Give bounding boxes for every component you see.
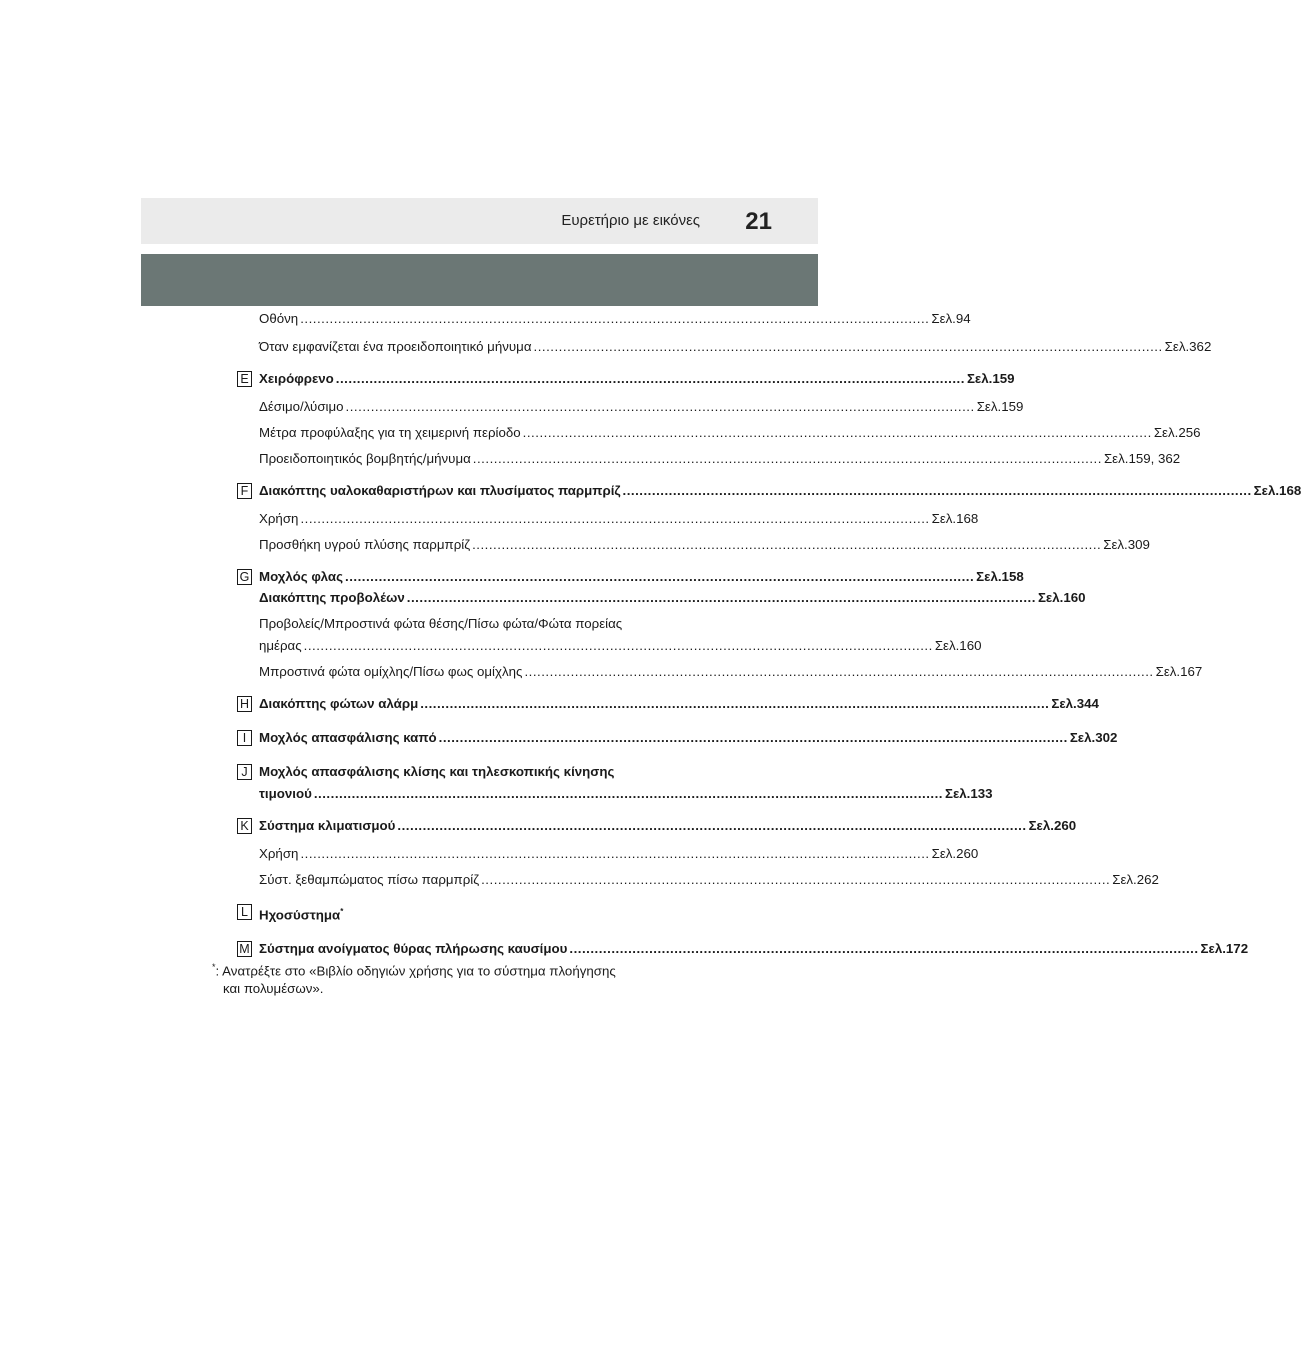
entry-label: Διακόπτης φώτων αλάρμ <box>259 696 419 711</box>
dot-leader: ...................................................................................................................................................... <box>300 511 930 526</box>
index-entry <box>228 311 971 327</box>
page-ref[interactable]: Σελ.362 <box>1164 339 1212 354</box>
entry-label: τιμονιού <box>259 786 312 801</box>
dot-leader: ...................................................................................................................................................... <box>345 569 975 584</box>
index-entry <box>228 846 979 862</box>
dot-leader: ...................................................................................................................................................... <box>406 590 1036 605</box>
index-entry <box>228 872 1159 888</box>
illustration-banner <box>141 254 818 306</box>
entry-label: Μοχλός απασφάλισης καπό <box>259 730 437 745</box>
entry-label: Μπροστινά φώτα ομίχλης/Πίσω φως ομίχλης <box>259 664 523 679</box>
entry-label: Χειρόφρενο <box>259 371 334 386</box>
entry-label: Χρήση <box>259 846 299 861</box>
page-ref[interactable]: Σελ.302 <box>1069 730 1118 745</box>
dot-leader: ...................................................................................................................................................... <box>313 786 943 801</box>
page-ref[interactable]: Σελ.262 <box>1112 872 1159 887</box>
page-ref[interactable]: Σελ.168 <box>1253 483 1301 498</box>
dot-leader: ...................................................................................................................................................... <box>438 730 1068 745</box>
entry-label: Σύστ. ξεθαμπώματος πίσω παρμπρίζ <box>259 872 480 887</box>
dot-leader: ...................................................................................................................................................... <box>300 311 930 326</box>
dot-leader: ...................................................................................................................................................... <box>533 339 1163 354</box>
index-entry-main <box>228 696 1099 712</box>
callout-letter-box: K <box>237 818 252 834</box>
page-ref[interactable]: Σελ.160 <box>934 638 982 653</box>
entry-label: Διακόπτης υαλοκαθαριστήρων και πλυσίματος παρμπρίζ <box>259 483 621 498</box>
entry-label: Προειδοποιητικός βομβητής/μήνυμα <box>259 451 471 466</box>
page-ref[interactable]: Σελ.168 <box>931 511 979 526</box>
dot-leader: ...................................................................................................................................................... <box>472 451 1102 466</box>
page-ref[interactable]: Σελ.158 <box>976 569 1024 584</box>
entry-label: Δέσιμο/λύσιμο <box>259 399 344 414</box>
dot-leader: ...................................................................................................................................................... <box>335 371 965 386</box>
index-entry-main <box>228 730 1118 746</box>
index-entry <box>228 451 1181 467</box>
dot-leader: ...................................................................................................................................................... <box>522 425 1152 440</box>
callout-letter-box: M <box>237 941 252 957</box>
dot-leader: ...................................................................................................................................................... <box>300 846 930 861</box>
dot-leader: ...................................................................................................................................................... <box>524 664 1154 679</box>
index-entry-main <box>228 569 1024 585</box>
callout-letter-box: H <box>237 696 252 712</box>
index-entry-multiline <box>228 616 982 654</box>
dot-leader: ...................................................................................................................................................... <box>345 399 975 414</box>
footnote-marker: * <box>340 907 344 916</box>
index-entry <box>228 537 1150 553</box>
footnote <box>212 958 712 998</box>
callout-letter-box: E <box>237 371 252 387</box>
entry-label: Μέτρα προφύλαξης για τη χειμερινή περίοδο <box>259 425 521 440</box>
entry-label-text: Ηχοσύστημα <box>259 907 341 923</box>
section-title: Ευρετήριο με εικόνες <box>561 212 700 229</box>
page-ref[interactable]: Σελ.159, 362 <box>1103 451 1181 466</box>
entry-label-line1: Μοχλός απασφάλισης κλίσης και τηλεσκοπικής κίνησης <box>259 764 615 779</box>
callout-letter-box: G <box>237 569 252 585</box>
index-entry <box>228 339 1212 355</box>
footnote-star: * <box>212 962 216 972</box>
entry-label: ημέρας <box>259 638 302 653</box>
entry-label: Προσθήκη υγρού πλύσης παρμπρίζ <box>259 537 471 552</box>
entry-label: Χρήση <box>259 511 299 526</box>
footnote-line1 <box>212 958 712 980</box>
index-entry-main <box>228 483 1301 499</box>
entry-label: Σύστημα κλιματισμού <box>259 818 396 833</box>
entry-label: Οθόνη <box>259 311 299 326</box>
entry-label: Διακόπτης προβολέων <box>259 590 405 605</box>
callout-letter-box: F <box>237 483 252 499</box>
callout-letter-box: I <box>237 730 252 746</box>
dot-leader: ...................................................................................................................................................... <box>303 638 933 653</box>
entry-label-line1: Προβολείς/Μπροστινά φώτα θέσης/Πίσω φώτα/Φώτα πορείας <box>259 616 623 631</box>
index-entry <box>228 511 979 527</box>
index-entry-main <box>228 590 1086 606</box>
entry-label: Μοχλός φλας <box>259 569 344 584</box>
index-list <box>228 306 1301 957</box>
index-entry-main <box>228 904 723 923</box>
entry-label: Σύστημα ανοίγματος θύρας πλήρωσης καυσίμου <box>259 941 568 957</box>
page-ref[interactable]: Σελ.159 <box>966 371 1015 386</box>
footnote-line2: και πολυμέσων». <box>223 981 324 997</box>
dot-leader: ...................................................................................................................................................... <box>397 818 1027 833</box>
page-ref[interactable]: Σελ.344 <box>1051 696 1099 711</box>
page-ref[interactable]: Σελ.94 <box>931 311 971 326</box>
index-entry-main <box>228 371 1015 387</box>
page-ref[interactable]: Σελ.159 <box>976 399 1024 414</box>
index-entry-main <box>228 818 1077 834</box>
page-ref[interactable]: Σελ.260 <box>931 846 979 861</box>
index-entry-main <box>228 941 1249 957</box>
index-entry <box>228 664 1203 680</box>
dot-leader: ...................................................................................................................................................... <box>472 537 1102 552</box>
index-entry <box>228 399 1024 415</box>
dot-leader: ...................................................................................................................................................... <box>569 941 1199 957</box>
page-ref[interactable]: Σελ.260 <box>1028 818 1077 833</box>
page-ref[interactable]: Σελ.172 <box>1200 941 1249 957</box>
page-ref[interactable]: Σελ.160 <box>1037 590 1086 605</box>
page-number: 21 <box>745 208 772 235</box>
page-ref[interactable]: Σελ.256 <box>1153 425 1201 440</box>
dot-leader: ...................................................................................................................................................... <box>481 872 1111 887</box>
callout-letter-box: L <box>237 904 252 920</box>
index-entry-multiline <box>228 764 993 802</box>
page-ref[interactable]: Σελ.309 <box>1103 537 1150 552</box>
callout-letter-box: J <box>237 764 252 780</box>
index-entry <box>228 425 1201 441</box>
dot-leader: ...................................................................................................................................................... <box>622 483 1252 498</box>
entry-label: Όταν εμφανίζεται ένα προειδοποιητικό μήνυμα <box>259 339 532 354</box>
footnote-text: : Ανατρέξτε στο «Βιβλίο οδηγιών χρήσης για το σύστημα πλοήγησης <box>215 963 616 979</box>
index-entry <box>228 638 982 654</box>
page-header <box>141 198 818 244</box>
page-ref[interactable]: Σελ.167 <box>1155 664 1203 679</box>
index-entry <box>228 786 993 802</box>
page-ref[interactable]: Σελ.133 <box>945 786 993 801</box>
dot-leader: ...................................................................................................................................................... <box>420 696 1050 711</box>
